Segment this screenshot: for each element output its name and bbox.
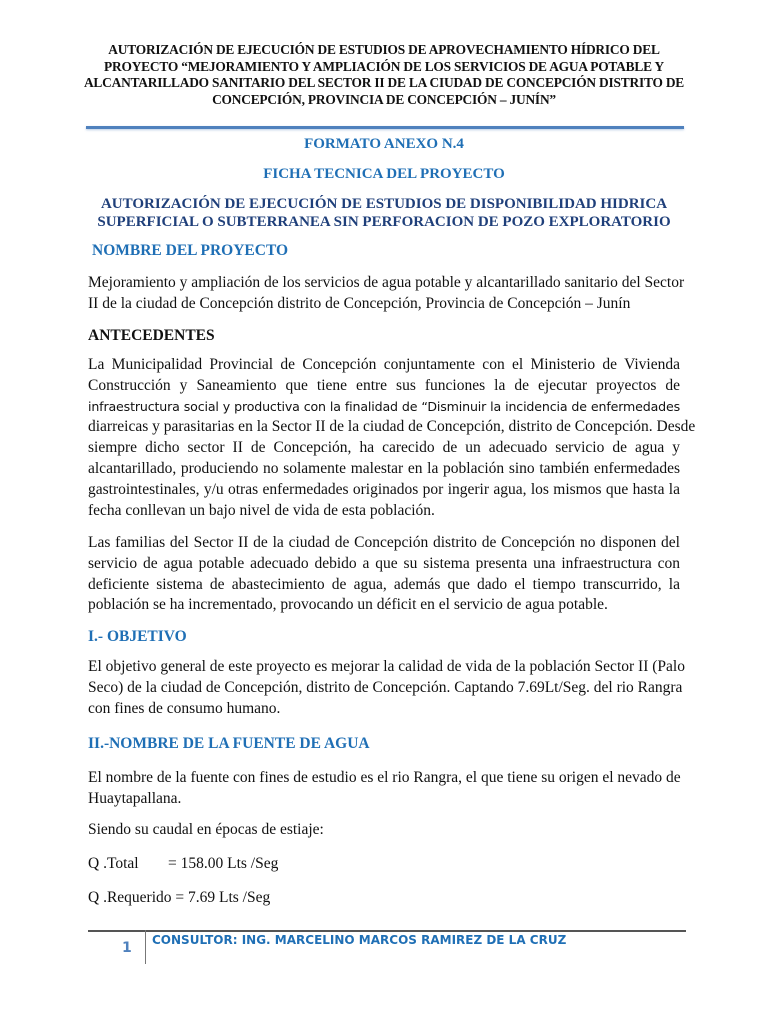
header-line: ALCANTARILLADO SANITARIO DEL SECTOR II DE LA CIUDAD DE CONCEPCIÓN DISTRITO DE xyxy=(83,75,685,91)
ficha-title: FICHA TECNICA DEL PROYECTO xyxy=(263,166,505,182)
footer-vertical-divider xyxy=(145,930,146,964)
page-number: 1 xyxy=(122,940,132,956)
q-requerido: Q .Requerido = 7.69 Lts /Seg xyxy=(88,889,271,906)
text-line: Huaytapallana. xyxy=(88,789,182,807)
text-line: II de la ciudad de Concepción distrito de Concepción, Provincia de Concepción – Junín xyxy=(88,294,631,312)
fuente-heading: II.-NOMBRE DE LA FUENTE DE AGUA xyxy=(88,735,370,752)
text-line: siempre dicho sector II de Concepción, ha carecido de un adecuado servicio de agua y xyxy=(88,439,680,457)
text-line: diarreicas y parasitarias en la Sector II de la ciudad de Concepción, distrito de Concepción. Desde xyxy=(88,418,696,436)
q-total-label: Q .Total xyxy=(88,855,139,872)
nombre-proyecto-heading: NOMBRE DEL PROYECTO xyxy=(92,242,289,259)
header-line: PROYECTO “MEJORAMIENTO Y AMPLIACIÓN DE LOS SERVICIOS DE AGUA POTABLE Y xyxy=(104,58,664,74)
autorizacion-line: SUPERFICIAL O SUBTERRANEA SIN PERFORACION DE POZO EXPLORATORIO xyxy=(97,214,671,230)
text-line: Construcción y Saneamiento que tiene entre sus funciones la de ejecutar proyectos de xyxy=(88,376,680,394)
objetivo-heading: I.- OBJETIVO xyxy=(88,628,187,645)
text-line: alcantarillado, produciendo no solamente malestar en la población sino también enfermedades xyxy=(88,459,680,477)
antecedentes-heading: ANTECEDENTES xyxy=(88,327,215,344)
text-line: deficiente sistema de abastecimiento de agua, además que dado el tiempo transcurrido, la xyxy=(88,575,680,593)
text-line: población se ha incrementado, provocando un déficit en el servicio de agua potable. xyxy=(88,596,608,614)
document-header xyxy=(70,42,698,108)
nombre-proyecto-text xyxy=(88,273,685,315)
objetivo-text xyxy=(88,657,685,719)
autorizacion-line: AUTORIZACIÓN DE EJECUCIÓN DE ESTUDIOS DE DISPONIBILIDAD HIDRICA xyxy=(100,196,668,212)
text-line: Mejoramiento y ampliación de los servicios de agua potable y alcantarillado sanitario del Sector xyxy=(88,274,685,291)
text-line: El nombre de la fuente con fines de estudio es el rio Rangra, el que tiene su origen el nevado de xyxy=(88,769,681,786)
header-divider xyxy=(86,126,684,129)
text-line: gastrointestinales, y/u otras enfermedades originados por ingerir agua, los mismos que hasta la xyxy=(88,480,680,498)
footer-consultor: CONSULTOR: ING. MARCELINO MARCOS RAMIREZ DE LA CRUZ xyxy=(152,933,567,947)
header-line: CONCEPCIÓN, PROVINCIA DE CONCEPCIÓN – JUNÍN” xyxy=(212,91,556,107)
caudal-intro: Siendo su caudal en épocas de estiaje: xyxy=(88,821,324,838)
q-total-row xyxy=(88,855,278,873)
fuente-text xyxy=(88,768,680,810)
formato-title: FORMATO ANEXO N.4 xyxy=(304,136,464,152)
footer-divider xyxy=(88,930,686,932)
text-line: servicio de agua potable adecuado debido a que su sistema presenta una infraestructura con xyxy=(88,554,680,572)
antecedentes-paragraph-2 xyxy=(88,533,680,616)
q-total-value: = 158.00 Lts /Seg xyxy=(168,855,279,872)
text-line: fecha conllevan un bajo nivel de vida de esta población. xyxy=(88,501,435,519)
text-line: con fines de consumo humano. xyxy=(88,699,281,717)
text-line: infraestructura social y productiva con la finalidad de “Disminuir la incidencia de enfermedades xyxy=(88,398,680,414)
autorizacion-title xyxy=(0,195,768,231)
header-line: AUTORIZACIÓN DE EJECUCIÓN DE ESTUDIOS DE APROVECHAMIENTO HÍDRICO DEL xyxy=(108,42,660,57)
text-line: Seco) de la ciudad de Concepción, distrito de Concepción. Captando 7.69Lt/Seg. del rio Rangra xyxy=(88,678,683,696)
text-line: Las familias del Sector II de la ciudad de Concepción distrito de Concepción no disponen del xyxy=(88,534,680,551)
antecedentes-paragraph-1 xyxy=(88,355,696,521)
text-line: La Municipalidad Provincial de Concepción conjuntamente con el Ministerio de Vivienda xyxy=(88,356,680,373)
text-line: El objetivo general de este proyecto es mejorar la calidad de vida de la población Sector II (Palo xyxy=(88,658,685,675)
